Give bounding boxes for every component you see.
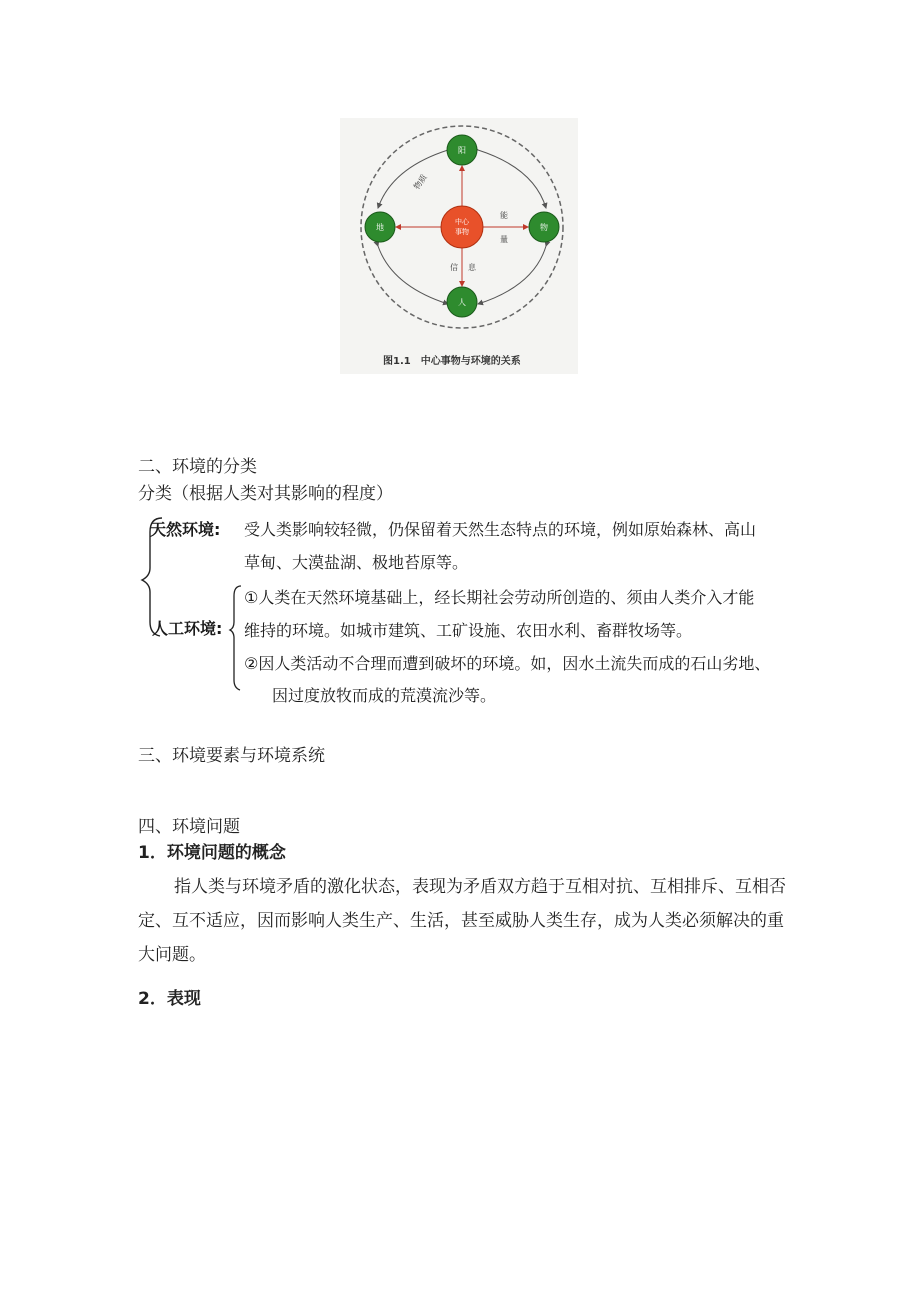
node-top-label: 阳 xyxy=(458,146,466,155)
node-bottom-label: 人 xyxy=(458,298,466,307)
artificial-item1-line1: ①人类在天然环境基础上，经长期社会劳动所创造的、须由人类介入才能 xyxy=(244,588,755,607)
artificial-item1-line2: 维持的环境。如城市建筑、工矿设施、农田水利、畜群牧场等。 xyxy=(244,621,693,640)
center-label-1: 中心 xyxy=(455,218,469,226)
arc-top-right xyxy=(478,150,546,208)
section2-heading: 二、环境的分类 xyxy=(138,457,257,477)
natural-line2: 草甸、大漠盐湖、极地苔原等。 xyxy=(244,553,469,572)
section4-sub1: 1．环境问题的概念 xyxy=(138,843,286,863)
center-label-2: 事物 xyxy=(455,228,469,236)
artificial-item2-line2: 因过度放牧而成的荒漠流沙等。 xyxy=(272,686,497,705)
natural-term: 天然环境: xyxy=(150,520,221,539)
section3-heading: 三、环境要素与环境系统 xyxy=(138,746,325,766)
label-energy-1: 能 xyxy=(500,211,508,220)
figure-caption: 图1.1 中心事物与环境的关系 xyxy=(383,356,521,367)
figure xyxy=(340,118,578,374)
inner-brace xyxy=(228,582,244,694)
artificial-item2-line1: ②因人类活动不合理而遭到破坏的环境。如，因水土流失而成的石山劣地、 xyxy=(244,654,771,673)
label-energy-2: 量 xyxy=(500,235,508,244)
node-left-label: 地 xyxy=(376,223,384,232)
node-right-label: 物 xyxy=(540,223,548,232)
relation-diagram xyxy=(340,118,578,374)
section2-subheading: 分类（根据人类对其影响的程度） xyxy=(138,484,393,504)
section4-paragraph: 指人类与环境矛盾的激化状态，表现为矛盾双方趋于互相对抗、互相排斥、互相否定、互不适应，因而影响人类生产、生活，甚至威胁人类生存，成为人类必须解决的重大问题。 xyxy=(138,877,786,965)
section4-heading: 四、环境问题 xyxy=(138,817,240,837)
label-info-2: 息 xyxy=(468,263,476,272)
natural-line1: 受人类影响较轻微，仍保留着天然生态特点的环境，例如原始森林、高山 xyxy=(244,520,757,539)
outer-brace xyxy=(138,512,168,712)
label-matter: 物质 xyxy=(412,172,429,192)
center-node xyxy=(441,206,483,248)
artificial-term: 人工环境: xyxy=(152,619,223,638)
label-info-1: 信 xyxy=(450,263,458,272)
section4-sub2: 2．表现 xyxy=(138,989,201,1009)
